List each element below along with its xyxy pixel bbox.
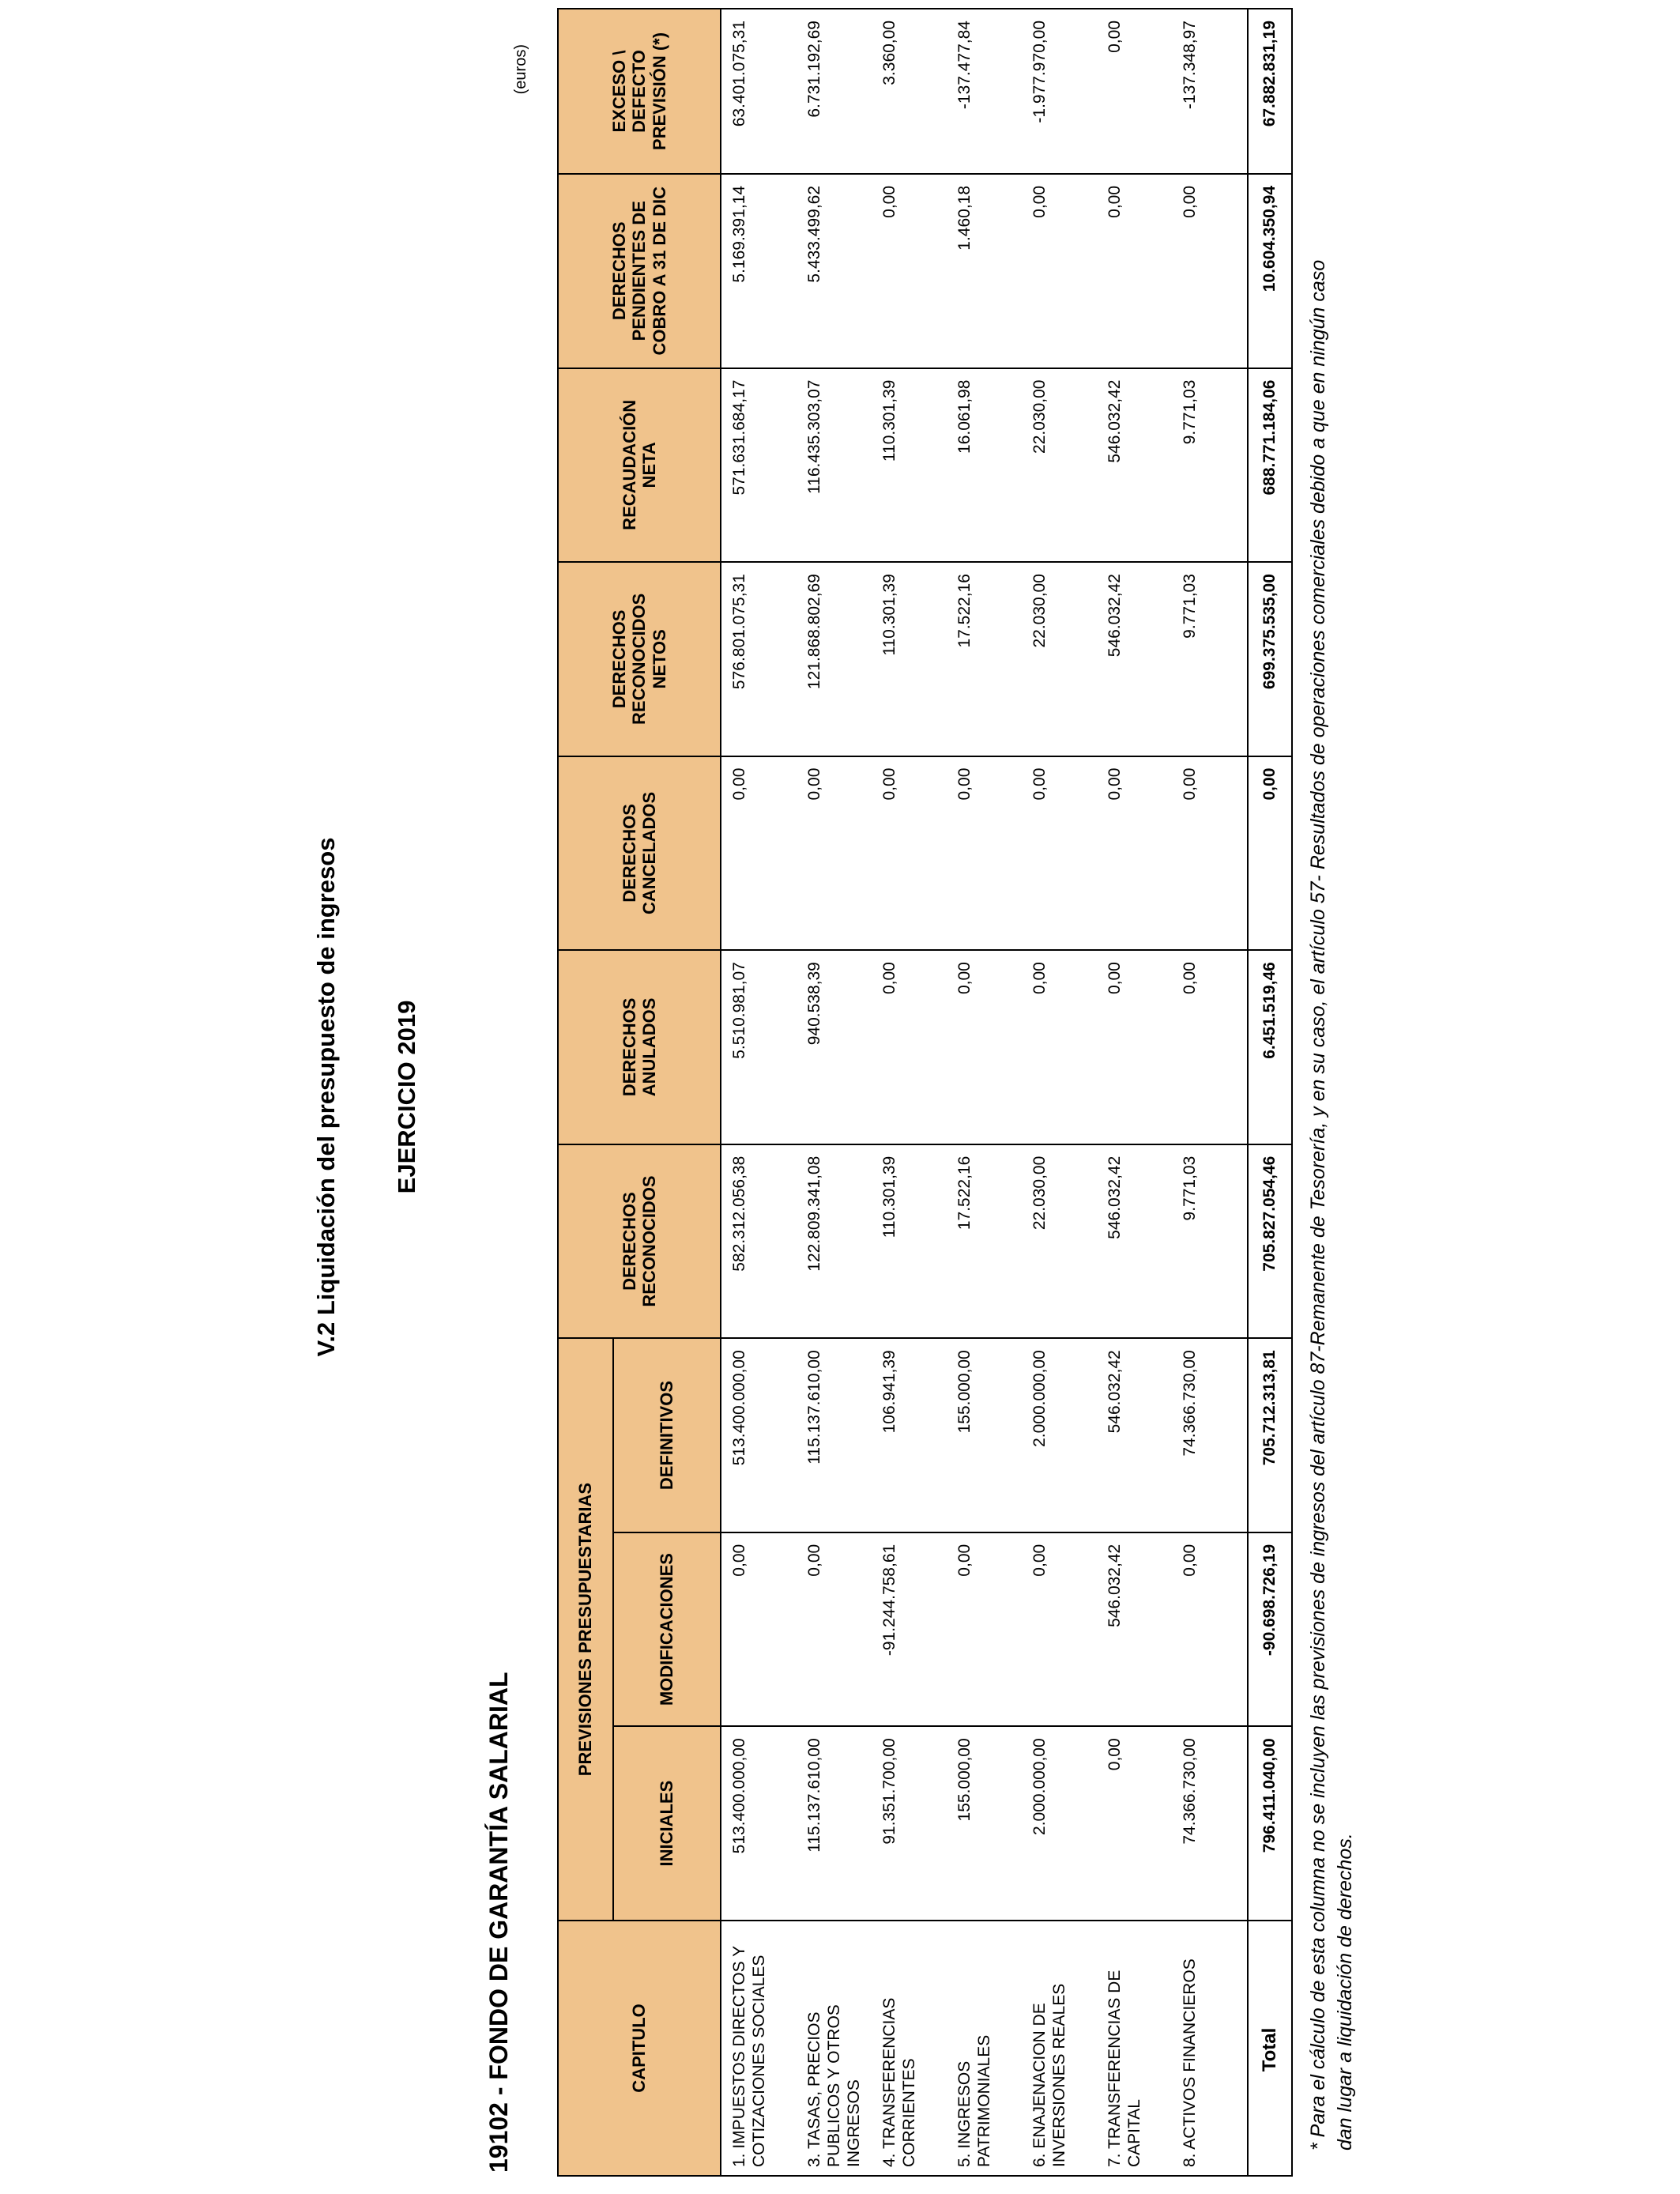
cell-derechos-reconocidos-netos: 576.801.075,31 <box>721 562 797 756</box>
cell-derechos-reconocidos: 110.301,39 <box>872 1144 947 1339</box>
cell-derechos-cancelados: 0,00 <box>1022 756 1097 951</box>
total-derechos-reconocidos-netos: 699.375.535,00 <box>1248 562 1292 756</box>
total-recaudacion-neta: 688.771.184,06 <box>1248 368 1292 563</box>
cell-recaudacion-neta: 22.030,00 <box>1022 368 1097 563</box>
header-capitulo: CAPITULO <box>558 1921 721 2176</box>
cell-derechos-pendientes: 0,00 <box>1097 174 1172 368</box>
cell-iniciales: 91.351.700,00 <box>872 1726 947 1921</box>
cell-exceso-defecto: -1.977.970,00 <box>1022 9 1097 174</box>
cell-derechos-reconocidos-netos: 22.030,00 <box>1022 562 1097 756</box>
cell-capitulo: 5. INGRESOS PATRIMONIALES <box>947 1921 1022 2176</box>
total-exceso-defecto: 67.882.831,19 <box>1248 9 1292 174</box>
cell-derechos-anulados: 0,00 <box>947 950 1022 1144</box>
header-previsiones-group: PREVISIONES PRESUPUESTARIAS <box>558 1338 613 1921</box>
cell-exceso-defecto: 63.401.075,31 <box>721 9 797 174</box>
cell-derechos-cancelados: 0,00 <box>947 756 1022 951</box>
exercise-year: EJERCICIO 2019 <box>393 1000 420 1194</box>
cell-exceso-defecto: 3.360,00 <box>872 9 947 174</box>
cell-derechos-pendientes: 5.433.499,62 <box>797 174 872 368</box>
cell-recaudacion-neta: 116.435.303,07 <box>797 368 872 563</box>
cell-exceso-defecto: 0,00 <box>1097 9 1172 174</box>
table-row <box>1097 9 1172 2176</box>
total-modificaciones: -90.698.726,19 <box>1248 1532 1292 1727</box>
cell-recaudacion-neta: 546.032,42 <box>1097 368 1172 563</box>
cell-derechos-reconocidos-netos: 110.301,39 <box>872 562 947 756</box>
cell-iniciales: 115.137.610,00 <box>797 1726 872 1921</box>
cell-exceso-defecto: -137.477,84 <box>947 9 1022 174</box>
header-definitivos: DEFINITIVOS <box>613 1338 721 1532</box>
cell-derechos-anulados: 940.538,39 <box>797 950 872 1144</box>
units-label: (euros) <box>512 44 529 95</box>
cell-derechos-reconocidos: 22.030,00 <box>1022 1144 1097 1339</box>
cell-modificaciones: 0,00 <box>797 1532 872 1727</box>
cell-capitulo: 3. TASAS, PRECIOS PUBLICOS Y OTROS INGRESOS <box>797 1921 872 2176</box>
header-iniciales: INICIALES <box>613 1726 721 1921</box>
cell-derechos-reconocidos-netos: 121.868.802,69 <box>797 562 872 756</box>
cell-capitulo: 6. ENAJENACION DE INVERSIONES REALES <box>1022 1921 1097 2176</box>
cell-derechos-pendientes: 5.169.391,14 <box>721 174 797 368</box>
total-derechos-pendientes: 10.604.350,94 <box>1248 174 1292 368</box>
cell-derechos-reconocidos-netos: 9.771,03 <box>1172 562 1248 756</box>
cell-derechos-cancelados: 0,00 <box>721 756 797 951</box>
cell-derechos-cancelados: 0,00 <box>797 756 872 951</box>
cell-derechos-reconocidos: 9.771,03 <box>1172 1144 1248 1339</box>
cell-capitulo: 1. IMPUESTOS DIRECTOS Y COTIZACIONES SOCIALES <box>721 1921 797 2176</box>
cell-iniciales: 74.366.730,00 <box>1172 1726 1248 1921</box>
cell-derechos-pendientes: 1.460,18 <box>947 174 1022 368</box>
budget-table <box>557 8 1293 2177</box>
cell-modificaciones: 0,00 <box>947 1532 1022 1727</box>
cell-definitivos: 513.400.000,00 <box>721 1338 797 1532</box>
cell-derechos-anulados: 0,00 <box>1172 950 1248 1144</box>
cell-recaudacion-neta: 110.301,39 <box>872 368 947 563</box>
cell-derechos-reconocidos: 17.522,16 <box>947 1144 1022 1339</box>
total-row <box>1248 9 1292 2176</box>
header-derechos-anulados: DERECHOS ANULADOS <box>558 950 721 1144</box>
header-derechos-reconocidos-netos: DERECHOS RECONOCIDOS NETOS <box>558 562 721 756</box>
cell-derechos-cancelados: 0,00 <box>872 756 947 951</box>
header-recaudacion-neta: RECAUDACIÓN NETA <box>558 368 721 563</box>
cell-definitivos: 155.000,00 <box>947 1338 1022 1532</box>
cell-modificaciones: 0,00 <box>1022 1532 1097 1727</box>
cell-capitulo: 8. ACTIVOS FINANCIEROS <box>1172 1921 1248 2176</box>
cell-derechos-reconocidos-netos: 17.522,16 <box>947 562 1022 756</box>
table-row <box>1172 9 1248 2176</box>
table-row <box>947 9 1022 2176</box>
cell-derechos-reconocidos: 122.809.341,08 <box>797 1144 872 1339</box>
table-row <box>721 9 797 2176</box>
document-title: V.2 Liquidación del presupuesto de ingresos <box>312 837 340 1357</box>
cell-iniciales: 155.000,00 <box>947 1726 1022 1921</box>
cell-definitivos: 2.000.000,00 <box>1022 1338 1097 1532</box>
cell-definitivos: 115.137.610,00 <box>797 1338 872 1532</box>
cell-exceso-defecto: 6.731.192,69 <box>797 9 872 174</box>
cell-modificaciones: 0,00 <box>1172 1532 1248 1727</box>
total-derechos-anulados: 6.451.519,46 <box>1248 950 1292 1144</box>
total-derechos-reconocidos: 705.827.054,46 <box>1248 1144 1292 1339</box>
total-derechos-cancelados: 0,00 <box>1248 756 1292 951</box>
header-modificaciones: MODIFICACIONES <box>613 1532 721 1727</box>
cell-derechos-cancelados: 0,00 <box>1172 756 1248 951</box>
cell-recaudacion-neta: 9.771,03 <box>1172 368 1248 563</box>
header-derechos-pendientes: DERECHOS PENDIENTES DE COBRO A 31 DE DIC <box>558 174 721 368</box>
total-iniciales: 796.411.040,00 <box>1248 1726 1292 1921</box>
cell-definitivos: 546.032,42 <box>1097 1338 1172 1532</box>
cell-derechos-reconocidos-netos: 546.032,42 <box>1097 562 1172 756</box>
cell-capitulo: 7. TRANSFERENCIAS DE CAPITAL <box>1097 1921 1172 2176</box>
cell-recaudacion-neta: 16.061,98 <box>947 368 1022 563</box>
cell-modificaciones: 0,00 <box>721 1532 797 1727</box>
footnote: * Para el cálculo de esta columna no se incluyen las previsiones de ingresos del artículo 87-Remanente de Tesorería, y en su caso, el artículo 57- Resultados de operaciones comerciales debido a que en ningún caso dan lugar a liquidación de derechos. <box>1307 259 1356 2151</box>
cell-capitulo: 4. TRANSFERENCIAS CORRIENTES <box>872 1921 947 2176</box>
cell-iniciales: 0,00 <box>1097 1726 1172 1921</box>
cell-derechos-cancelados: 0,00 <box>1097 756 1172 951</box>
cell-derechos-anulados: 5.510.981,07 <box>721 950 797 1144</box>
cell-modificaciones: -91.244.758,61 <box>872 1532 947 1727</box>
cell-derechos-pendientes: 0,00 <box>1022 174 1097 368</box>
header-derechos-cancelados: DERECHOS CANCELADOS <box>558 756 721 951</box>
cell-iniciales: 513.400.000,00 <box>721 1726 797 1921</box>
header-exceso-defecto: EXCESO \ DEFECTO PREVISIÓN (*) <box>558 9 721 174</box>
cell-exceso-defecto: -137.348,97 <box>1172 9 1248 174</box>
cell-modificaciones: 546.032,42 <box>1097 1532 1172 1727</box>
header-derechos-reconocidos: DERECHOS RECONOCIDOS <box>558 1144 721 1339</box>
table-row <box>872 9 947 2176</box>
table-row <box>1022 9 1097 2176</box>
cell-recaudacion-neta: 571.631.684,17 <box>721 368 797 563</box>
cell-definitivos: 106.941,39 <box>872 1338 947 1532</box>
entity-name: 19102 - FONDO DE GARANTÍA SALARIAL <box>484 1672 513 2173</box>
total-label: Total <box>1248 1921 1292 2176</box>
cell-derechos-anulados: 0,00 <box>1022 950 1097 1144</box>
cell-definitivos: 74.366.730,00 <box>1172 1338 1248 1532</box>
table-row <box>797 9 872 2176</box>
cell-iniciales: 2.000.000,00 <box>1022 1726 1097 1921</box>
cell-derechos-reconocidos: 546.032,42 <box>1097 1144 1172 1339</box>
cell-derechos-pendientes: 0,00 <box>1172 174 1248 368</box>
total-definitivos: 705.712.313,81 <box>1248 1338 1292 1532</box>
cell-derechos-anulados: 0,00 <box>1097 950 1172 1144</box>
cell-derechos-pendientes: 0,00 <box>872 174 947 368</box>
cell-derechos-reconocidos: 582.312.056,38 <box>721 1144 797 1339</box>
cell-derechos-anulados: 0,00 <box>872 950 947 1144</box>
